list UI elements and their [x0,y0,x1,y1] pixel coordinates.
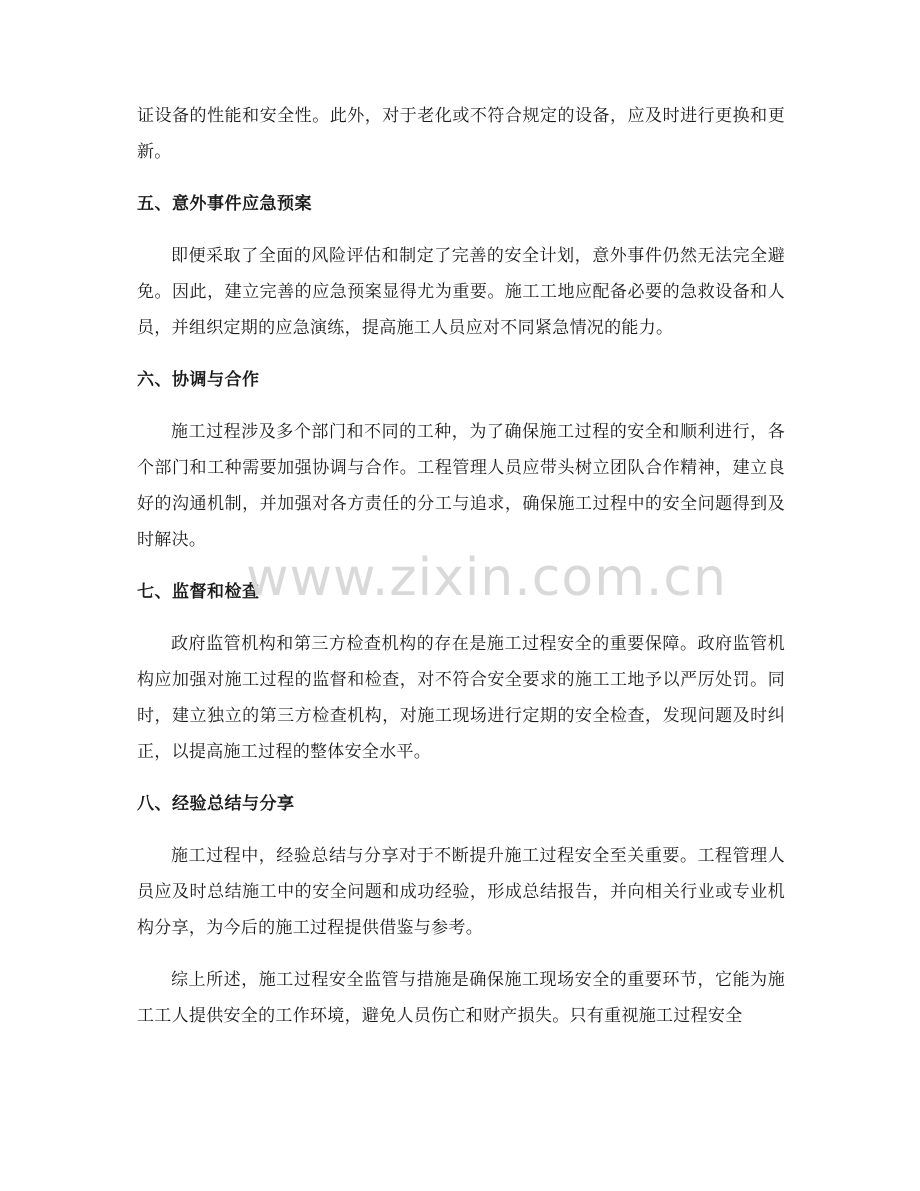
conclusion-paragraph: 综上所述，施工过程安全监管与措施是确保施工现场安全的重要环节，它能为施工工人提供安全的工作环境，避免人员伤亡和财产损失。只有重视施工过程安全 [137,970,785,1026]
section-heading-7: 七、监督和检查 [137,582,260,602]
section-heading-8: 八、经验总结与分享 [137,794,295,814]
section-body-6: 施工过程涉及多个部门和不同的工种，为了确保施工过程的安全和顺利进行，各个部门和工种需要加强协调与合作。工程管理人员应带头树立团队合作精神，建立良好的沟通机制，并加强对各方责任的分工与追求，确保施工过程中的安全问题得到及时解决。 [137,422,785,550]
section-body-7: 政府监管机构和第三方检查机构的存在是施工过程安全的重要保障。政府监管机构应加强对施工过程的监督和检查，对不符合安全要求的施工工地予以严厉处罚。同时，建立独立的第三方检查机构，对施工现场进行定期的安全检查，发现问题及时纠正，以提高施工过程的整体安全水平。 [137,634,785,762]
document-body [137,98,785,1034]
section-body-5: 即便采取了全面的风险评估和制定了完善的安全计划，意外事件仍然无法完全避免。因此，建立完善的应急预案显得尤为重要。施工工地应配备必要的急救设备和人员，并组织定期的应急演练，提高施工人员应对不同紧急情况的能力。 [137,246,785,338]
section-heading-6: 六、协调与合作 [137,370,260,390]
intro-paragraph: 证设备的性能和安全性。此外，对于老化或不符合规定的设备，应及时进行更换和更新。 [137,106,785,162]
section-heading-5: 五、意外事件应急预案 [137,194,312,214]
section-body-8: 施工过程中，经验总结与分享对于不断提升施工过程安全至关重要。工程管理人员应及时总结施工中的安全问题和成功经验，形成总结报告，并向相关行业或专业机构分享，为今后的施工过程提供借鉴与参考。 [137,846,785,938]
watermark: www.zixin.com.cn [246,548,727,608]
